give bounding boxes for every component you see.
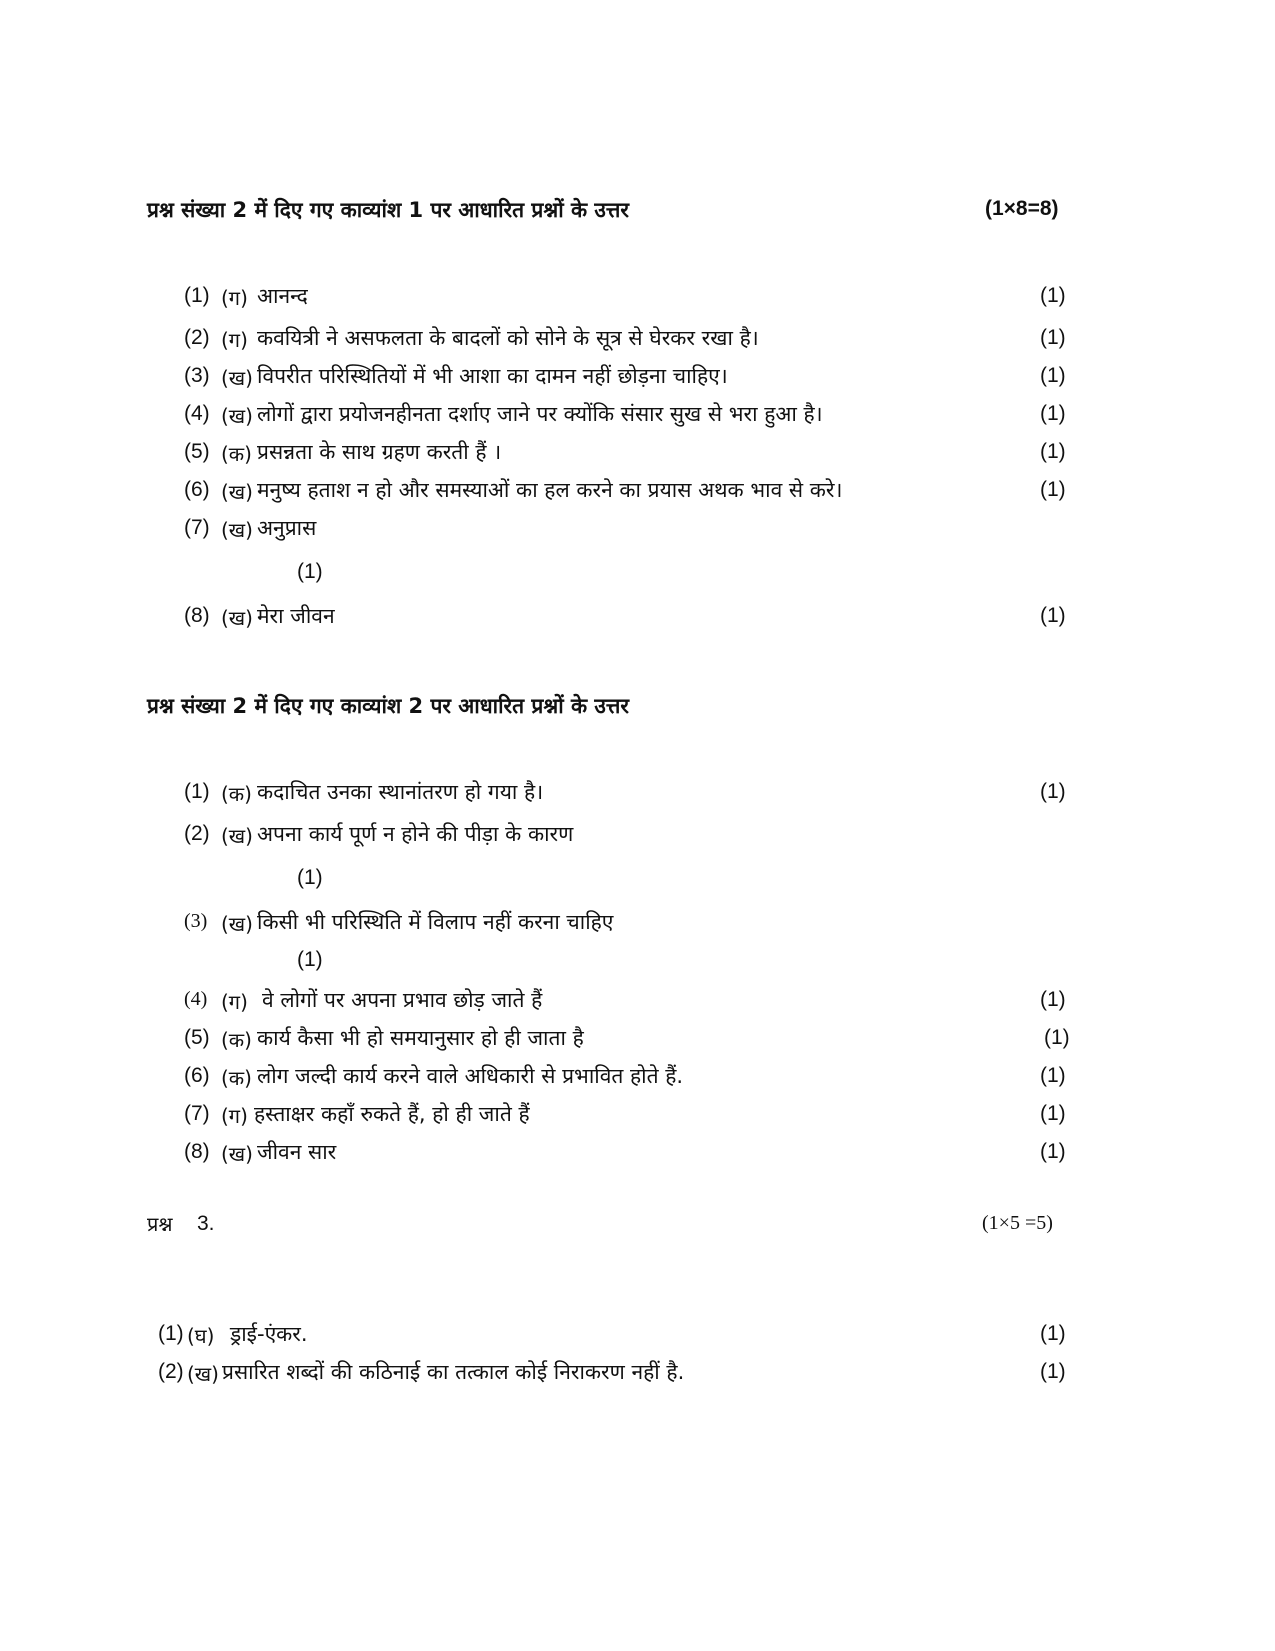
s3-q2-number: (2) bbox=[158, 1360, 184, 1383]
s1-q3-mark: (1) bbox=[1040, 364, 1066, 387]
s1-q4-option: (ख) bbox=[221, 404, 253, 428]
s1-q1-option: (ग) bbox=[221, 286, 248, 310]
s1-q7-mark: (1) bbox=[297, 560, 323, 583]
s2-q5-number: (5) bbox=[184, 1026, 210, 1049]
s2-q8-answer: जीवन सार bbox=[257, 1140, 337, 1164]
section2-heading: प्रश्न संख्या 2 में दिए गए काव्यांश 2 पर आधारित प्रश्नों के उत्तर bbox=[147, 694, 629, 718]
s2-q8-mark: (1) bbox=[1040, 1140, 1066, 1163]
section3-number: 3. bbox=[197, 1212, 215, 1235]
s3-q1-option: (घ) bbox=[187, 1324, 215, 1348]
s1-q2-answer: कवयित्री ने असफलता के बादलों को सोने के सूत्र से घेरकर रखा है। bbox=[257, 326, 759, 350]
s2-q6-mark: (1) bbox=[1040, 1064, 1066, 1087]
s1-q1-mark: (1) bbox=[1040, 284, 1066, 307]
s1-q4-answer: लोगों द्वारा प्रयोजनहीनता दर्शाए जाने पर क्योंकि संसार सुख से भरा हुआ है। bbox=[257, 402, 823, 426]
s2-q3-mark: (1) bbox=[297, 948, 323, 971]
s1-q8-option: (ख) bbox=[221, 606, 253, 630]
s2-q4-option: (ग) bbox=[221, 990, 248, 1014]
s1-q8-number: (8) bbox=[184, 604, 210, 627]
s3-q1-mark: (1) bbox=[1040, 1322, 1066, 1345]
s1-q4-number: (4) bbox=[184, 402, 210, 425]
s2-q6-answer: लोग जल्दी कार्य करने वाले अधिकारी से प्रभावित होते हैं. bbox=[257, 1064, 684, 1088]
s2-q3-option: (ख) bbox=[221, 912, 253, 936]
s2-q5-answer: कार्य कैसा भी हो समयानुसार हो ही जाता है bbox=[257, 1026, 584, 1050]
s1-q1-number: (1) bbox=[184, 284, 210, 307]
s3-q1-answer: ड्राई-एंकर. bbox=[230, 1322, 308, 1346]
s2-q6-option: (क) bbox=[221, 1066, 252, 1090]
s2-q7-option: (ग) bbox=[221, 1104, 248, 1128]
s2-q7-mark: (1) bbox=[1040, 1102, 1066, 1125]
s1-q4-mark: (1) bbox=[1040, 402, 1066, 425]
s2-q2-number: (2) bbox=[184, 822, 210, 845]
s1-q8-answer: मेरा जीवन bbox=[257, 604, 335, 628]
s2-q4-answer: वे लोगों पर अपना प्रभाव छोड़ जाते हैं bbox=[262, 988, 543, 1012]
section3-title: प्रश्न bbox=[147, 1212, 173, 1236]
s1-q6-option: (ख) bbox=[221, 480, 253, 504]
s1-q8-mark: (1) bbox=[1040, 604, 1066, 627]
s2-q1-option: (क) bbox=[221, 782, 252, 806]
s1-q5-mark: (1) bbox=[1040, 440, 1066, 463]
s2-q2-mark: (1) bbox=[297, 866, 323, 889]
s2-q1-mark: (1) bbox=[1040, 780, 1066, 803]
s1-q5-answer: प्रसन्नता के साथ ग्रहण करती हैं । bbox=[257, 440, 502, 464]
s1-q7-number: (7) bbox=[184, 516, 210, 539]
s2-q7-answer: हस्ताक्षर कहाँ रुकते हैं, हो ही जाते हैं bbox=[254, 1102, 530, 1126]
s1-q5-option: (क) bbox=[221, 442, 252, 466]
s1-q1-answer: आनन्द bbox=[257, 284, 308, 308]
s3-q2-answer: प्रसारित शब्दों की कठिनाई का तत्काल कोई निराकरण नहीं है. bbox=[222, 1360, 685, 1384]
s2-q5-option: (क) bbox=[221, 1028, 252, 1052]
s2-q3-answer: किसी भी परिस्थिति में विलाप नहीं करना चाहिए bbox=[257, 910, 614, 934]
s1-q3-number: (3) bbox=[184, 364, 210, 387]
s3-q2-mark: (1) bbox=[1040, 1360, 1066, 1383]
section1-total-marks: (1×8=8) bbox=[985, 197, 1059, 220]
s1-q6-number: (6) bbox=[184, 478, 210, 501]
s2-q6-number: (6) bbox=[184, 1064, 210, 1087]
s1-q6-mark: (1) bbox=[1040, 478, 1066, 501]
s1-q2-mark: (1) bbox=[1040, 326, 1066, 349]
s2-q7-number: (7) bbox=[184, 1102, 210, 1125]
s3-q1-number: (1) bbox=[158, 1322, 184, 1345]
s2-q1-answer: कदाचित उनका स्थानांतरण हो गया है। bbox=[257, 780, 544, 804]
s1-q5-number: (5) bbox=[184, 440, 210, 463]
s2-q8-number: (8) bbox=[184, 1140, 210, 1163]
s2-q2-answer: अपना कार्य पूर्ण न होने की पीड़ा के कारण bbox=[257, 822, 574, 846]
section3-total-marks: (1×5 =5) bbox=[982, 1212, 1053, 1234]
s2-q4-mark: (1) bbox=[1040, 988, 1066, 1011]
s1-q6-answer: मनुष्य हताश न हो और समस्याओं का हल करने का प्रयास अथक भाव से करे। bbox=[257, 478, 843, 502]
s1-q7-option: (ख) bbox=[221, 518, 253, 542]
s2-q3-number: (3) bbox=[184, 910, 208, 932]
s2-q4-number: (4) bbox=[184, 988, 208, 1010]
s2-q2-option: (ख) bbox=[221, 824, 253, 848]
s1-q7-answer: अनुप्रास bbox=[257, 516, 317, 540]
s2-q1-number: (1) bbox=[184, 780, 210, 803]
s1-q3-option: (ख) bbox=[221, 366, 253, 390]
s1-q2-number: (2) bbox=[184, 326, 210, 349]
s1-q2-option: (ग) bbox=[221, 328, 248, 352]
s1-q3-answer: विपरीत परिस्थितियों में भी आशा का दामन नहीं छोड़ना चाहिए। bbox=[257, 364, 728, 388]
s3-q2-option: (ख) bbox=[187, 1362, 219, 1386]
s2-q5-mark: (1) bbox=[1044, 1026, 1070, 1049]
section1-heading: प्रश्न संख्या 2 में दिए गए काव्यांश 1 पर आधारित प्रश्नों के उत्तर bbox=[147, 198, 629, 222]
s2-q8-option: (ख) bbox=[221, 1142, 253, 1166]
